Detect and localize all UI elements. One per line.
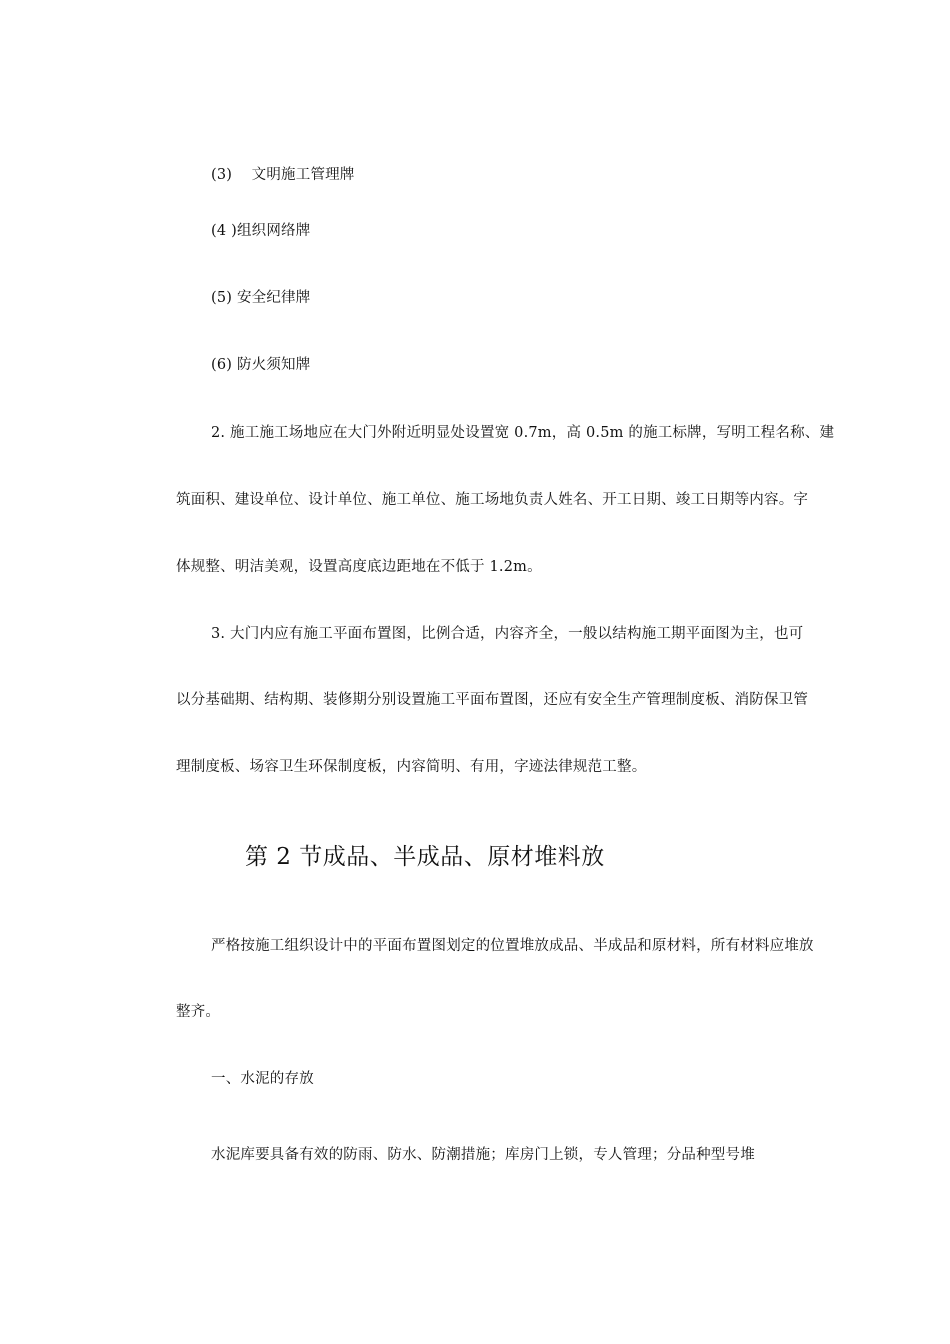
paragraph-4-line-1: 严格按施工组织设计中的平面布置图划定的位置堆放成品、半成品和原材料，所有材料应堆放 [211, 938, 814, 954]
list-item-6: (6) 防火须知牌 [211, 357, 311, 373]
list-item-4: (4 )组织网络牌 [211, 223, 311, 239]
list-item-3: (3) 文明施工管理牌 [211, 167, 355, 183]
paragraph-3-line-1: 3. 大门内应有施工平面布置图，比例合适，内容齐全，一般以结构施工期平面图为主，也可 [211, 626, 804, 642]
list-item-5: (5) 安全纪律牌 [211, 290, 311, 306]
paragraph-2-line-2: 筑面积、建设单位、设计单位、施工单位、施工场地负责人姓名、开工日期、竣工日期等内容。字 [176, 492, 809, 508]
paragraph-3-line-2: 以分基础期、结构期、装修期分别设置施工平面布置图，还应有安全生产管理制度板、消防保卫管 [176, 692, 809, 708]
paragraph-4-line-2: 整齐。 [176, 1004, 221, 1020]
paragraph-3-line-3: 理制度板、场容卫生环保制度板，内容简明、有用，字迹法律规范工整。 [176, 759, 647, 775]
paragraph-2-line-3: 体规整、明洁美观，设置高度底边距地在不低于 1.2m。 [176, 559, 542, 575]
paragraph-2-line-1: 2. 施工施工场地应在大门外附近明显处设置宽 0.7m，高 0.5m 的施工标牌，写明工程名称、建 [211, 425, 835, 441]
paragraph-5-line-1: 水泥库要具备有效的防雨、防水、防潮措施；库房门上锁，专人管理；分品种型号堆 [211, 1147, 755, 1163]
section-heading: 第 2 节成品、半成品、原材堆料放 [245, 844, 605, 870]
subheading-cement-storage: 一、水泥的存放 [211, 1071, 314, 1087]
